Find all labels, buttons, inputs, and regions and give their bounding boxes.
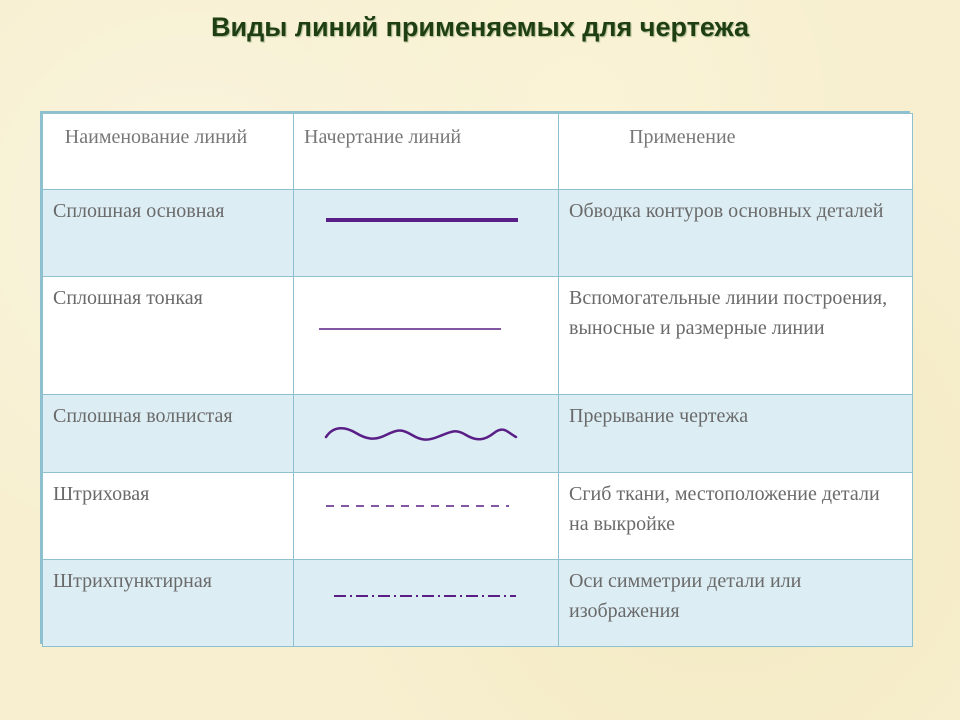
- dash-dot-line-icon: [294, 560, 559, 647]
- table-row: [43, 277, 913, 395]
- table-row: [43, 190, 913, 277]
- header-name: Наименование линий: [43, 114, 294, 190]
- table-row: [43, 560, 913, 647]
- row-name: Сплошная основная: [43, 190, 294, 277]
- line-sample-solid-thick: [294, 190, 559, 277]
- line-sample-wavy: [294, 395, 559, 473]
- line-sample-solid-thin: [294, 277, 559, 395]
- solid-thick-line-icon: [294, 190, 559, 277]
- row-usage: Вспомогательные линии построения, выносные и размерные линии: [559, 277, 913, 395]
- dashed-line-icon: [294, 473, 559, 560]
- row-name: Штриховая: [43, 473, 294, 560]
- wavy-line-icon: [294, 395, 559, 473]
- row-name: Сплошная волнистая: [43, 395, 294, 473]
- table-row: [43, 473, 913, 560]
- header-usage: Применение: [559, 114, 913, 190]
- row-usage: Оси симметрии детали или изображения: [559, 560, 913, 647]
- line-sample-dashed: [294, 473, 559, 560]
- row-name: Сплошная тонкая: [43, 277, 294, 395]
- header-style: Начертание линий: [294, 114, 559, 190]
- row-name: Штрихпунктирная: [43, 560, 294, 647]
- row-usage: Прерывание чертежа: [559, 395, 913, 473]
- solid-thin-line-icon: [294, 277, 559, 395]
- row-usage: Обводка контуров основных деталей: [559, 190, 913, 277]
- table-header-row: [43, 114, 913, 190]
- line-sample-dash-dot: [294, 560, 559, 647]
- line-types-table: [40, 111, 910, 644]
- table-row: [43, 395, 913, 473]
- page-title: Виды линий применяемых для чертежа: [211, 12, 749, 42]
- row-usage: Сгиб ткани, местоположение детали на выкройке: [559, 473, 913, 560]
